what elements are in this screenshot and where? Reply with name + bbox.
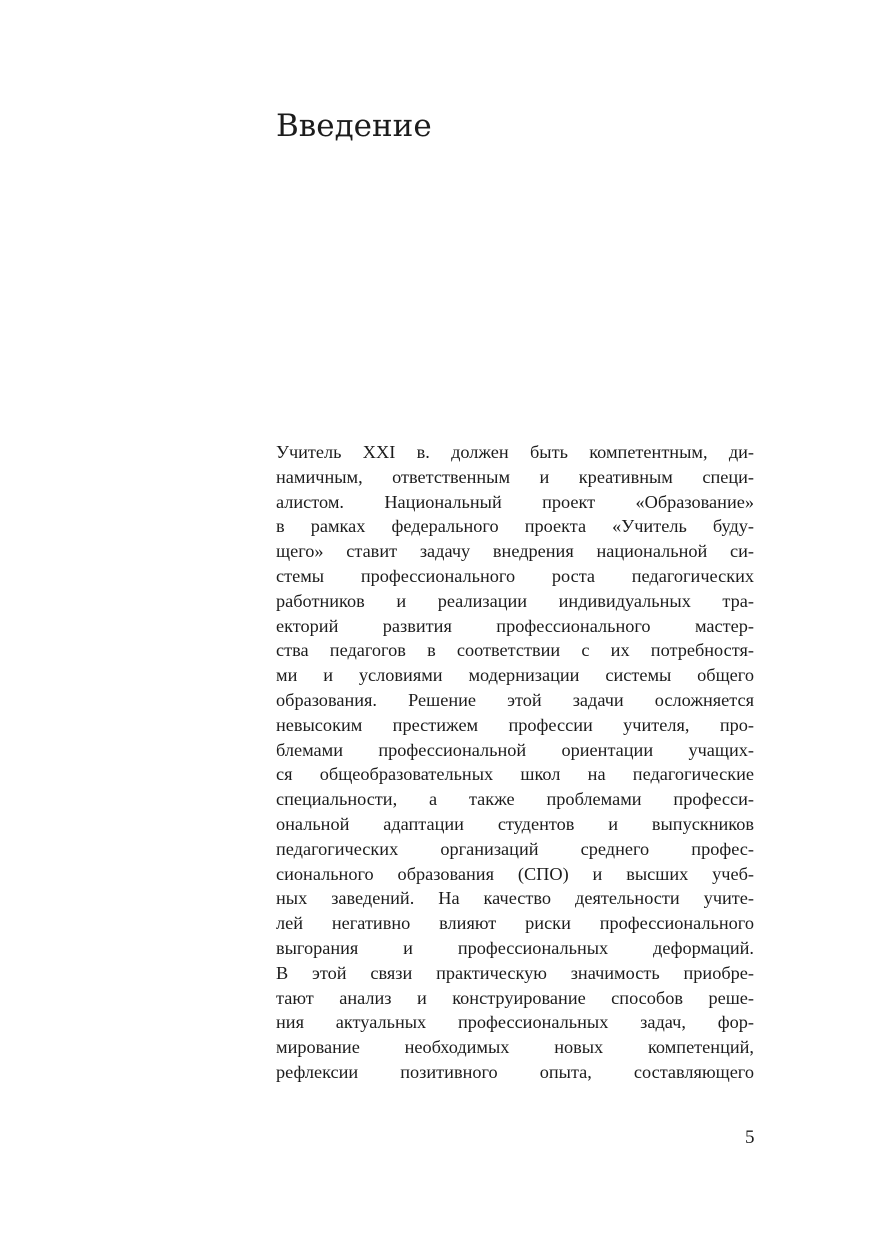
text-line: педагогических организаций среднего профес- xyxy=(276,838,754,859)
text-line: ональной адаптации студентов и выпускников xyxy=(276,813,754,834)
text-line: невысоким престижем профессии учителя, про- xyxy=(276,714,754,735)
text-line: мирование необходимых новых компетенций, xyxy=(276,1037,754,1058)
text-line: рефлексии позитивного опыта, составляющего xyxy=(276,1061,754,1082)
text-line: выгорания и профессиональных деформаций. xyxy=(276,937,754,958)
page-number: 5 xyxy=(745,1127,755,1148)
text-line: щего» ставит задачу внедрения национальной си- xyxy=(276,541,754,562)
page-title: Введение xyxy=(276,108,432,144)
text-line: специальности, а также проблемами професси- xyxy=(276,789,754,810)
text-line: в рамках федерального проекта «Учитель буду- xyxy=(276,516,754,537)
text-line: работников и реализации индивидуальных тра- xyxy=(276,590,754,611)
text-line: ми и условиями модернизации системы общего xyxy=(276,665,754,686)
body-text xyxy=(276,440,754,1085)
text-line: екторий развития профессионального мастер- xyxy=(276,615,754,636)
text-line: ства педагогов в соответствии с их потребностя- xyxy=(276,640,754,661)
text-line: ся общеобразовательных школ на педагогические xyxy=(276,764,754,785)
text-line: В этой связи практическую значимость приобре- xyxy=(276,962,754,983)
text-line: намичным, ответственным и креативным специ- xyxy=(276,466,754,487)
text-line: образования. Решение этой задачи осложняется xyxy=(276,689,754,710)
text-line: ных заведений. На качество деятельности учите- xyxy=(276,888,754,909)
text-line: блемами профессиональной ориентации учащих- xyxy=(276,739,754,760)
text-line: Учитель XXI в. должен быть компетентным, ди- xyxy=(276,442,754,462)
text-line: лей негативно влияют риски профессионального xyxy=(276,913,754,934)
text-line: алистом. Национальный проект «Образование» xyxy=(276,491,754,512)
text-line: ния актуальных профессиональных задач, фор- xyxy=(276,1012,754,1033)
text-line: стемы профессионального роста педагогических xyxy=(276,565,754,586)
text-line: сионального образования (СПО) и высших учеб- xyxy=(276,863,754,884)
text-line: тают анализ и конструирование способов реше- xyxy=(276,987,754,1008)
